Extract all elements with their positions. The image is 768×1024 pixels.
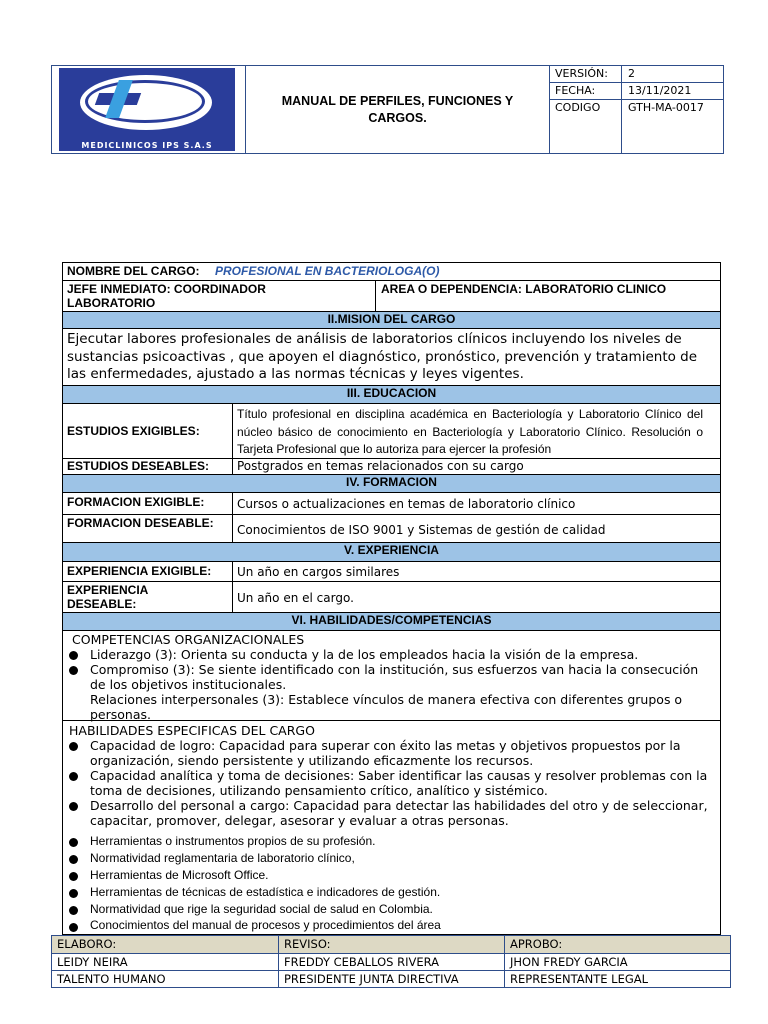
aprobo-name: JHON FREDY GARCIA <box>510 955 628 969</box>
version-value: 2 <box>628 67 635 80</box>
company-logo <box>52 66 246 153</box>
jefe-label-line2: LABORATORIO <box>67 296 156 310</box>
section-mision: II.MISION DEL CARGO <box>63 312 720 329</box>
estudios-exigibles-label: ESTUDIOS EXIGIBLES: <box>67 424 200 438</box>
bullet-icon <box>69 855 78 864</box>
competencias-block <box>63 631 720 721</box>
signature-names-row <box>52 954 730 970</box>
experiencia-deseable-label-line1: EXPERIENCIA <box>67 583 149 597</box>
reviso-role: PRESIDENTE JUNTA DIRECTIVA <box>284 972 459 986</box>
formacion-deseable-row <box>63 515 720 543</box>
jefe-area-row <box>63 281 720 312</box>
formacion-deseable-value: Conocimientos de ISO 9001 y Sistemas de gestión de calidad <box>237 523 606 537</box>
mision-row <box>63 329 720 386</box>
section-educacion: III. EDUCACION <box>63 386 720 404</box>
cargo-value: PROFESIONAL EN BACTERIOLOGA(O) <box>215 264 440 278</box>
bullet-icon <box>69 889 78 898</box>
estudios-deseables-row <box>63 459 720 475</box>
formacion-exigible-value: Cursos o actualizaciones en temas de laboratorio clínico <box>237 497 576 511</box>
experiencia-exigible-label: EXPERIENCIA EXIGIBLE: <box>67 564 212 578</box>
mision-text: Ejecutar labores profesionales de análisis de laboratorios clínicos incluyendo los niveles de sustancias psicoactivas , que apoyen el diagnóstico, pronóstico, prevención y tratamiento de las enfermedades, ajustado a las normas técnicas y leyes vigentes. <box>67 331 698 382</box>
estudios-exigibles-value: Título profesional en disciplina académica en Bacteriología y Laboratorio Clínico del núcleo básico de conocimiento en Bacteriología y Laboratorio Clínico. Resolución o Tarjeta Profesional que lo autoriza para ejercer la profesión <box>237 407 703 456</box>
list-item: Herramientas de Microsoft Office. <box>69 867 709 884</box>
list-item: Herramientas o instrumentos propios de su profesión. <box>69 833 709 850</box>
competencias-title: COMPETENCIAS ORGANIZACIONALES <box>72 632 305 647</box>
bullet-icon <box>69 838 78 847</box>
list-item: Compromiso (3): Se siente identificado con la institución, sus esfuerzos van hacia la consecución de los objetivos institucionales. Relaciones interpersonales (3): Establece vínculos de manera efectiva con diferentes grupos o personas. <box>69 662 709 722</box>
bullet-icon <box>69 802 78 811</box>
signature-table <box>51 935 731 988</box>
list-item: Capacidad analítica y toma de decisiones: Saber identificar las causas y resolver problemas con la toma de decisiones, utilizando pensamiento crítico, analítico y sistémico. <box>69 768 709 798</box>
list-item: Normatividad reglamentaria de laboratorio clínico, <box>69 850 709 867</box>
bullet-icon <box>69 666 78 675</box>
date-value: 13/11/2021 <box>628 84 692 97</box>
habilidades-especificas-block <box>63 721 720 934</box>
experiencia-exigible-value: Un año en cargos similares <box>237 565 400 579</box>
code-value: GTH-MA-0017 <box>628 101 704 114</box>
elaboro-name: LEIDY NEIRA <box>57 955 128 969</box>
list-item: Conocimientos del manual de procesos y procedimientos del área <box>69 918 709 932</box>
experiencia-deseable-row <box>63 582 720 613</box>
bullet-icon <box>69 651 78 660</box>
bullet-icon <box>69 923 78 932</box>
estudios-deseables-label: ESTUDIOS DESEABLES: <box>67 459 210 473</box>
aprobo-role: REPRESENTANTE LEGAL <box>510 972 649 986</box>
job-profile-form <box>62 262 721 935</box>
document-meta <box>549 66 724 153</box>
logo-text: MEDICLINICOS IPS S.A.S <box>59 140 235 151</box>
document-header <box>51 65 724 154</box>
cargo-row <box>63 263 720 281</box>
bullet-icon <box>69 872 78 881</box>
habilidades-especificas-title: HABILIDADES ESPECIFICAS DEL CARGO <box>69 723 315 738</box>
estudios-deseables-value: Postgrados en temas relacionados con su cargo <box>237 459 524 473</box>
reviso-name: FREDDY CEBALLOS RIVERA <box>284 955 440 969</box>
bullet-icon <box>69 906 78 915</box>
reviso-header: REVISO: <box>284 937 331 951</box>
bullet-icon <box>69 772 78 781</box>
code-label: CODIGO <box>555 101 601 114</box>
date-label: FECHA: <box>555 84 596 97</box>
cargo-label: NOMBRE DEL CARGO: <box>67 264 200 278</box>
list-item: Liderazgo (3): Orienta su conducta y la de los empleados hacia la visión de la empresa. <box>69 647 709 662</box>
document-title: MANUAL DE PERFILES, FUNCIONES Y CARGOS. <box>281 93 514 125</box>
aprobo-header: APROBO: <box>510 937 563 951</box>
formacion-deseable-label: FORMACION DESEABLE: <box>67 516 214 530</box>
experiencia-deseable-label-line2: DESEABLE: <box>67 597 137 611</box>
bullet-icon <box>69 742 78 751</box>
area-label: AREA O DEPENDENCIA: LABORATORIO CLINICO <box>381 282 667 296</box>
experiencia-deseable-value: Un año en el cargo. <box>237 591 354 605</box>
estudios-exigibles-row <box>63 404 720 459</box>
list-item: Capacidad de logro: Capacidad para superar con éxito las metas y objetivos propuestos por la organización, siendo persistente y utilizando eficazmente los recursos. <box>69 738 709 768</box>
elaboro-role: TALENTO HUMANO <box>57 972 166 986</box>
formacion-exigible-label: FORMACION EXIGIBLE: <box>67 495 205 509</box>
experiencia-exigible-row <box>63 562 720 582</box>
section-experiencia: V. EXPERIENCIA <box>63 543 720 562</box>
elaboro-header: ELABORO: <box>57 937 117 951</box>
list-item: Herramientas de técnicas de estadística e indicadores de gestión. <box>69 884 709 901</box>
list-item: Desarrollo del personal a cargo: Capacidad para detectar las habilidades del otro y de seleccionar, capacitar, promover, delegar, asesorar y evaluar a otras personas. <box>69 798 709 828</box>
signature-roles-row <box>52 971 730 987</box>
section-formacion: IV. FORMACION <box>63 475 720 493</box>
signature-header-row <box>52 936 730 953</box>
list-item: Normatividad que rige la seguridad social de salud en Colombia. <box>69 901 709 918</box>
section-habilidades: VI. HABILIDADES/COMPETENCIAS <box>63 613 720 631</box>
formacion-exigible-row <box>63 493 720 515</box>
version-label: VERSIÓN: <box>555 67 608 80</box>
jefe-label-line1: JEFE INMEDIATO: COORDINADOR <box>67 282 266 296</box>
